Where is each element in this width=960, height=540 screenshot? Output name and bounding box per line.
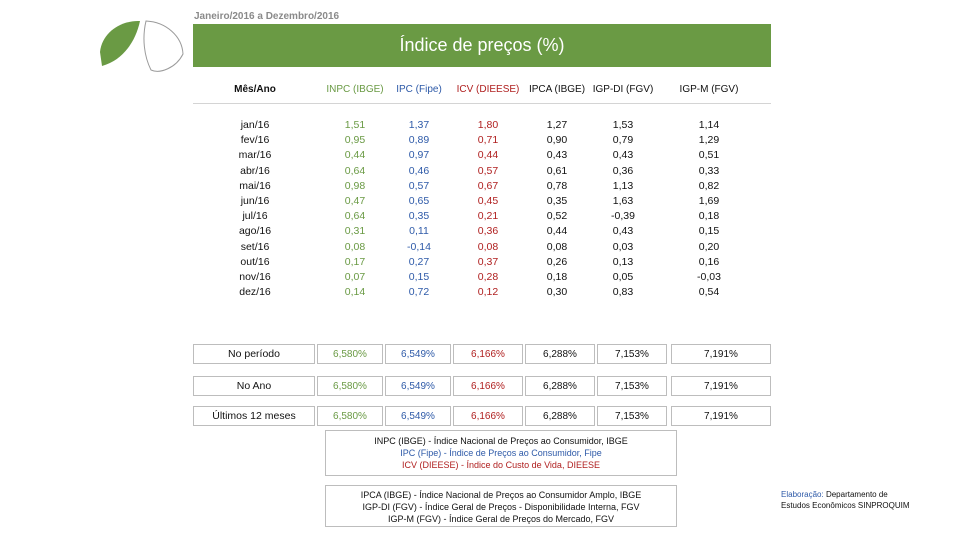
table-cell: 0,52 — [546, 210, 568, 223]
legend-line-inpc: INPC (IBGE) - Índice Nacional de Preços ao Consumidor, IBGE — [374, 436, 628, 446]
header-igpdi: IGP-DI (FGV) — [592, 84, 654, 95]
header-icv: ICV (DIEESE) — [456, 84, 520, 95]
summary-label: Últimos 12 meses — [193, 406, 315, 426]
table-cell: 0,43 — [612, 225, 634, 238]
summary-value-igpdi: 7,153% — [597, 376, 667, 396]
row-month-label: mai/16 — [239, 179, 271, 192]
table-cell: 0,17 — [344, 255, 366, 268]
summary-value-inpc: 6,580% — [317, 344, 383, 364]
summary-value-inpc: 6,580% — [317, 406, 383, 426]
table-cell: 0,36 — [477, 225, 499, 238]
row-month-label: out/16 — [240, 255, 270, 268]
table-cell: 0,51 — [698, 149, 720, 162]
row-month-label: abr/16 — [240, 164, 270, 177]
table-cell: 0,90 — [546, 134, 568, 147]
table-cell: 1,53 — [612, 119, 634, 131]
summary-label: No Ano — [193, 376, 315, 396]
table-cell: 0,07 — [344, 271, 366, 283]
table-cell: 0,11 — [409, 225, 429, 238]
table-cell: 0,57 — [408, 179, 430, 192]
legend-line-ipc: IPC (Fipe) - Índice de Preços ao Consumidor, Fipe — [400, 448, 602, 458]
page-title: Índice de preços (%) — [399, 35, 565, 55]
legend-box-general — [325, 485, 677, 527]
table-cell: 0,47 — [344, 195, 366, 207]
table-cell: 0,79 — [612, 134, 634, 147]
table-cell: 1,37 — [408, 119, 430, 131]
table-cell: 1,27 — [546, 119, 568, 131]
table-cell: 0,44 — [344, 149, 366, 162]
table-cell: 0,18 — [546, 271, 568, 283]
table-cell: -0,39 — [611, 210, 635, 223]
table-cell: 0,15 — [698, 225, 720, 238]
table-cell: 0,28 — [477, 271, 499, 283]
table-cell: 0,08 — [477, 240, 499, 253]
table-cell: 1,80 — [477, 119, 499, 131]
table-cell: 0,37 — [477, 255, 499, 268]
header-divider — [193, 103, 771, 104]
table-cell: 0,44 — [477, 149, 499, 162]
legend-line-ipca: IPCA (IBGE) - Índice Nacional de Preços ao Consumidor Amplo, IBGE — [360, 490, 642, 500]
table-cell: 0,33 — [698, 164, 720, 177]
summary-value-ipc: 6,549% — [385, 406, 451, 426]
header-month: Mês/Ano — [234, 84, 276, 95]
table-cell: 0,78 — [546, 179, 568, 192]
table-cell: 0,67 — [477, 179, 499, 192]
row-month-label: jan/16 — [240, 119, 270, 131]
table-cell: 0,44 — [546, 225, 568, 238]
row-month-label: jul/16 — [242, 210, 268, 223]
summary-value-icv: 6,166% — [453, 376, 523, 396]
period-label: Janeiro/2016 a Dezembro/2016 — [194, 11, 340, 22]
summary-value-ipc: 6,549% — [385, 376, 451, 396]
table-cell: 0,46 — [408, 164, 430, 177]
table-cell: 0,89 — [408, 134, 430, 147]
table-cell: 0,08 — [546, 240, 568, 253]
row-month-label: jun/16 — [240, 195, 270, 207]
header-igpm: IGP-M (FGV) — [679, 84, 739, 95]
table-cell: 0,12 — [477, 286, 499, 299]
table-cell: 0,14 — [344, 286, 366, 299]
table-cell: -0,03 — [697, 271, 721, 283]
table-cell: 0,43 — [546, 149, 568, 162]
summary-value-igpdi: 7,153% — [597, 406, 667, 426]
table-cell: 0,65 — [408, 195, 430, 207]
table-cell: 0,30 — [546, 286, 568, 299]
table-cell: 0,98 — [344, 179, 366, 192]
summary-value-icv: 6,166% — [453, 406, 523, 426]
row-month-label: mar/16 — [238, 149, 272, 162]
credit-label: Elaboração: — [781, 490, 824, 499]
table-cell: 0,71 — [477, 134, 499, 147]
table-cell: -0,14 — [407, 240, 431, 253]
header-ipc: IPC (Fipe) — [396, 84, 442, 95]
table-cell: 1,63 — [612, 195, 634, 207]
table-cell: 0,64 — [344, 164, 366, 177]
summary-value-igpdi: 7,153% — [597, 344, 667, 364]
table-cell: 0,61 — [546, 164, 568, 177]
row-month-label: set/16 — [240, 240, 270, 253]
credit-note — [781, 489, 911, 511]
summary-value-ipc: 6,549% — [385, 344, 451, 364]
row-month-label: nov/16 — [239, 271, 271, 283]
table-cell: 0,05 — [612, 271, 634, 283]
table-cell: 0,21 — [477, 210, 499, 223]
table-cell: 0,26 — [546, 255, 568, 268]
row-month-label: fev/16 — [240, 134, 270, 147]
table-cell: 0,18 — [698, 210, 720, 223]
table-cell: 1,51 — [344, 119, 366, 131]
summary-value-icv: 6,166% — [453, 344, 523, 364]
table-cell: 0,45 — [477, 195, 499, 207]
legend-line-icv: ICV (DIEESE) - Índice do Custo de Vida, DIEESE — [402, 460, 600, 470]
header-ipca: IPCA (IBGE) — [528, 84, 586, 95]
legend-box-consumer — [325, 430, 677, 476]
credit-text: Departamento de Estudos Econômicos SINPROQUIM — [781, 490, 910, 510]
title-banner — [193, 24, 771, 67]
table-cell: 0,83 — [612, 286, 634, 299]
table-cell: 0,36 — [612, 164, 634, 177]
table-cell: 0,15 — [408, 271, 430, 283]
table-cell: 0,72 — [408, 286, 430, 299]
table-cell: 1,69 — [698, 195, 720, 207]
table-cell: 0,16 — [698, 255, 720, 268]
legend-line-igpm: IGP-M (FGV) - Índice Geral de Preços do Mercado, FGV — [387, 514, 615, 524]
sinproquim-logo — [96, 18, 186, 73]
summary-value-igpm: 7,191% — [671, 376, 771, 396]
row-month-label: dez/16 — [239, 286, 271, 299]
table-cell: 0,31 — [344, 225, 366, 238]
table-cell: 0,97 — [408, 149, 430, 162]
table-cell: 0,20 — [698, 240, 720, 253]
table-cell: 0,35 — [408, 210, 430, 223]
table-cell: 0,08 — [344, 240, 366, 253]
table-cell: 0,43 — [612, 149, 634, 162]
summary-label: No período — [193, 344, 315, 364]
table-cell: 0,95 — [344, 134, 366, 147]
table-cell: 0,82 — [698, 179, 720, 192]
table-cell: 0,57 — [477, 164, 499, 177]
table-cell: 1,29 — [698, 134, 720, 147]
table-cell: 0,35 — [546, 195, 568, 207]
summary-value-ipca: 6,288% — [525, 376, 595, 396]
table-cell: 0,27 — [408, 255, 430, 268]
summary-value-ipca: 6,288% — [525, 406, 595, 426]
summary-value-ipca: 6,288% — [525, 344, 595, 364]
table-cell: 1,13 — [612, 179, 634, 192]
legend-line-igpdi: IGP-DI (FGV) - Índice Geral de Preços - Disponibilidade Interna, FGV — [362, 502, 640, 512]
table-cell: 0,54 — [698, 286, 720, 299]
summary-value-igpm: 7,191% — [671, 344, 771, 364]
summary-value-igpm: 7,191% — [671, 406, 771, 426]
table-cell: 1,14 — [698, 119, 720, 131]
header-inpc: INPC (IBGE) — [326, 84, 384, 95]
table-cell: 0,03 — [612, 240, 634, 253]
table-cell: 0,13 — [612, 255, 634, 268]
table-cell: 0,64 — [344, 210, 366, 223]
summary-value-inpc: 6,580% — [317, 376, 383, 396]
row-month-label: ago/16 — [238, 225, 272, 238]
